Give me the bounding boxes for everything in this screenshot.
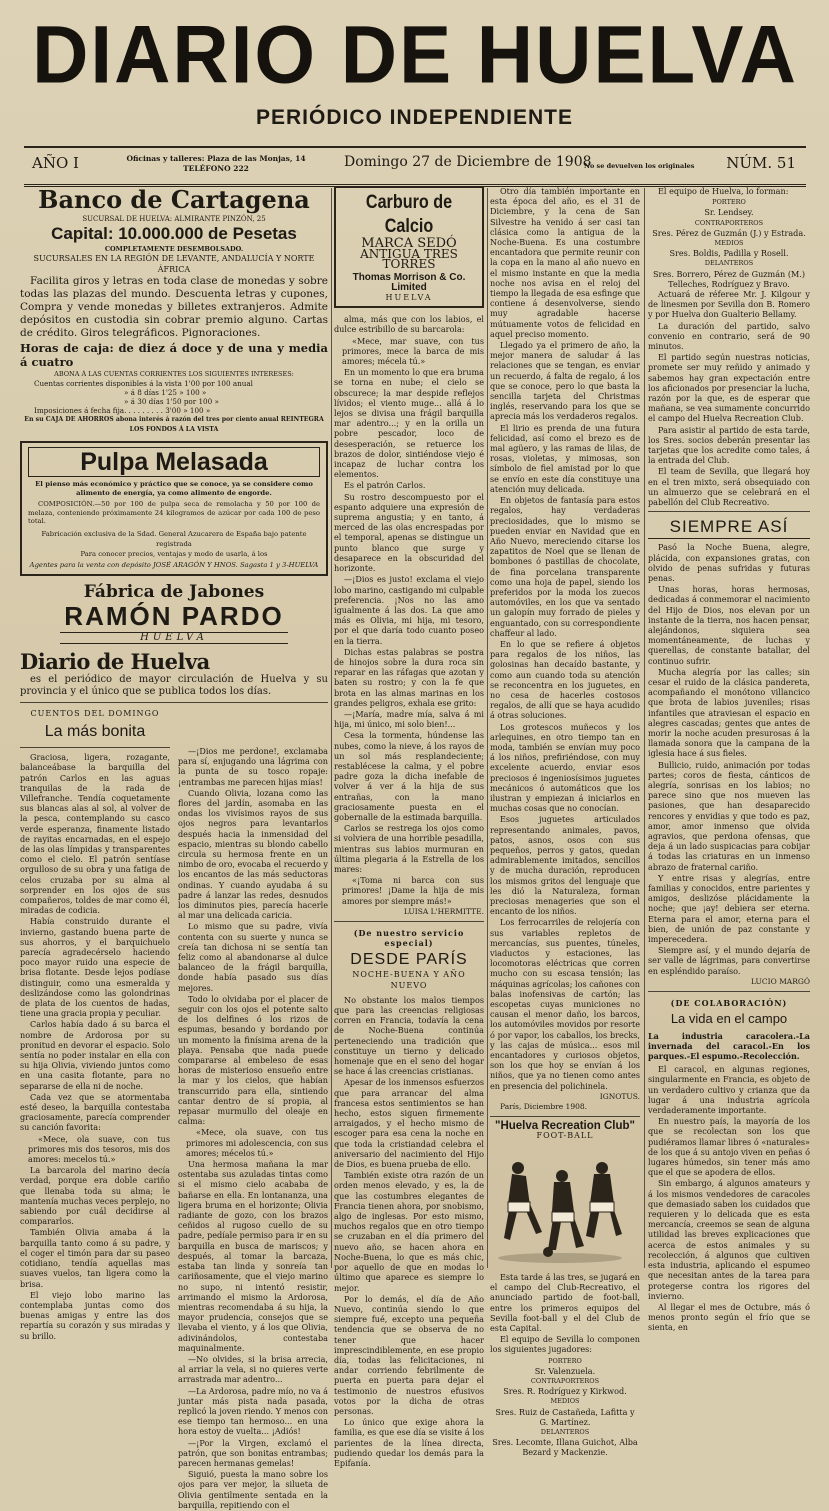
story-paragraph: Cada vez que se atormentaba esté deseo, la barquilla contestaba graciosamente, parecía comprender su canción favorita:	[20, 1091, 170, 1133]
story-paragraph: Una hermosa mañana la mar ostentaba sus azuladas tintas como si el mismo cielo acababa de bañarse en ella. En lontananza, una ligera bruma en el horizonte; Olivia radiante de gozo, con los brazos ceñidos al rugoso cuello de su padre, pedíale permiso para ir en su barquilla en busca de mariscos; y después, al tomar la barcaza, estaba tan linda y sonreía tan cariñosamente, que el viejo marino no supo, ni intentó resistir, arrimando el mismo la Ardorosa, mientras recomendaba á su hija, la mayor prudencia, consejos que se llevaba el viento, y á los que Olivia, adivinándolos, contestaba maquinalmente.	[178, 1159, 328, 1353]
portero-value: Sr. Lendsey.	[704, 207, 754, 218]
article-paragraph: Otro día también importante en esta época del año, es el 31 de Diciembre, y la cena de San Silvestre ha venido á ser casi tan clásica como la antigua de la Noche-Buena. Es una costumbre encantadora que permite reunir con la copa en la mano al año nuevo en el mismo instante en que la media noche nos avisa en el reloj del tiempo la llegada de esa esfinge que contiene á desenvolverse, siendo muy agradable hacerse mútuamente votos de felicidad en aquel preciso momento.	[490, 186, 640, 339]
masthead-title: DIARIO DE HUELVA	[32, 7, 798, 101]
story-paragraph: Había construido durante el invierno, gastando buena parte de sus ahorros, y el barquichuelo parecía agradecérselo haciendo poco mayor ruido una especie de brisa flotante. Desde lejos podíase distinguir, como una esmeralda y deslizándose como las golondrinas de plata de los cuentos de hadas, tiene una gracia propia y peculiar.	[20, 916, 170, 1019]
article-paragraph: Por lo demás, el día de Año Nuevo, continúa siendo lo que siempre fué, excepto una pequeña tendencia que se observa de no tener que hacer imprescindiblemente, en ese propio día, todas las felicitaciones, ni andar corriendo febrilmente de puerta en puerta para dejar el testimonio de nuestros efusivos votos por la dicha de otras personas.	[334, 1293, 484, 1416]
delanteros-value: Sres. Borrero, Pérez de Guzmán (M.) Telleches, Rodríguez y Bravo.	[652, 268, 806, 289]
story-paragraph: También Olivia amaba á la barquilla tanto como á su padre, y el coger el timón para dar su paseo cotidiano, tendía aquellas mas suaves vuelos, tan ligera como la brisa.	[20, 1227, 170, 1289]
pulpa-title: Pulpa Melasada	[28, 447, 320, 477]
story-verse: «Mece, ola suave, con tus primores mi adolescencia, con sus amores; mécelos tú.»	[186, 1127, 328, 1158]
medios-label: MEDIOS	[714, 239, 744, 248]
pulpa-precios: Para conocer precios, ventajas y modo de usarla, á los	[80, 550, 268, 559]
article-paragraph: Para asistir al partido de esta tarde, los Sres. socios deberán presentar las tarjetas que los acredite como tales, á la entrada del Club.	[648, 424, 810, 466]
pulpa-ad	[20, 441, 328, 575]
office-phone: TELÉFONO 222	[183, 164, 249, 173]
story-paragraph: Cesa la tormenta, húndense las nubes, como la nieve, á los rayos de un sol más resplandeciente; restablécese la calma, y el pobre padre goza la dicha inefable de volver á ver á la hija de sus entrañas, con la mano graciosamente puesta en el gobernalle de la estimada barquilla.	[334, 730, 484, 822]
article-paragraph: El partido según nuestras noticias, promete ser muy reñido y animado y sabemos hay gran expectación entre los aficionados por presenciar la lucha, razón por la que, es de esperar que mañana, se vea sumamente concurrido el campo del Huelva Recreation Club.	[648, 352, 810, 424]
story-paragraph: Carlos había dado á su barca el nombre de Ardorosa por su pronitud en devorar el espacio. Solo sentía no poder instalar en ella con su hija Olivia, viviendo juntos como en una casita flotante, para no separarse de ella ni de noche.	[20, 1019, 170, 1091]
carburo-marca: MARCA SEDÓ	[361, 236, 457, 251]
column-1b	[178, 650, 328, 1511]
column-rule	[487, 188, 488, 1268]
article-paragraph: También existe otra razón de un orden menos elevado, y es, la de que las costumbres elegantes de Francia tienen ahora, por snobismo, algo de inglesas. Por esto mismo, muchos regalos que en otro tiempo se cruzaban en el día primero del nuevo año, se hacen ahora en Noche-Buena, lo que es más chic, por aquello de que en modas lo último que aparece es siempre lo mejor.	[334, 1170, 484, 1293]
story-paragraph: —¡María, madre mía, salva á mi hija, mi único, mi solo bien!...	[334, 708, 484, 730]
portero-label: PORTERO	[712, 198, 746, 207]
office-address	[116, 154, 316, 174]
article-paragraph: Pasó la Noche Buena, alegre, plácida, con expansiones gratas, con olvido de penas sufridas y futuras penas.	[648, 542, 810, 583]
medios-label: MEDIOS	[550, 1397, 580, 1406]
story-paragraph: Siguió, puesta la mano sobre los ojos para ver mejor, la silueta de Olivia gentilmente sentada en la barquilla, repitiendo con el	[178, 1469, 328, 1510]
fabrica-name: RAMÓN PARDO	[64, 600, 284, 631]
banco-sucursales: SUCURSALES EN LA REGIÓN DE LEVANTE, ANDALUCÍA Y NORTE ÁFRICA	[33, 254, 315, 274]
carburo-title: Carburo de Calcio	[365, 192, 453, 237]
article-paragraph: Bullicio, ruido, animación por todas partes; coros de fiesta, cánticos de alegría, sonrisas en los labios; no parece sino que nos mueven las pasiones, que han desaparecido rencores y envidias y que todo es paz, amor, amor inmenso que olvida agravios, que perdona ofensas, que deja á un lado suspicacias para cobijar á todas las criaturas en un inmenso abrazo de fraternal cariño.	[648, 759, 810, 872]
article-paragraph: Actuará de réferee Mr. J. Kilgour y de linesmen por Sevilla don B. Romero y por Huelva don Gualterio Bellamy.	[648, 289, 810, 320]
article-paragraph: Esos juguetes articulados representando animales, pavos, patos, asnos, osos con sus pequeños, perros y gatos, quedan admirablemente imitados, sencillos y de mucha duración, reproducen los mismos gritos del lenguaje que les dió la Naturaleza, forman preciosas menageries que son el encanto de los niños.	[490, 814, 640, 917]
delanteros-value: Sres. Lecomte, Illana Guichot, Alba Bezard y Mackenzie.	[492, 1437, 638, 1458]
story-title: La más bonita	[44, 723, 146, 741]
pulpa-composicion: COMPOSICIÓN.—50 por 100 de pulpa seca de remolacha y 50 por 100 de melaza, conteniendo próximamente 24 kilogramos de azúcar por cada 100 de peso total.	[28, 500, 320, 526]
story-paragraph: Todo lo olvidaba por el placer de seguir con los ojos el potente salto de los delfines ó los rizos de espumas, besando y bordando por un momento la finísima arena de la playa. Pensaba que nada puede compararse al embeleso de esas horas de misterioso ensueño entre la mar y los cielos, que habían transcurrido para ella, sintiendo cantar dentro de sí propia, al repasar murmullo del oleaje en calma:	[178, 993, 328, 1127]
article-paragraph: El lirio es prenda de una futura felicidad, así como el brezo es de mal agüero, y las ramas de lilas, de rosas, violetas, y mimosas, son símbolo de fiel amistad por lo que se envío en este día constituye una atención muy delicada.	[490, 422, 640, 494]
story-paragraph: Graciosa, ligera, rozagante, balanceábase la barquilla del patrón Carlos en las aguas tranquilas de la rada de Villefranche. Tendía coquetamente sus blancas alas al sol, al volver de la pesca, contemplando su casco verde esperanza, finamente listado de rayitas encarnadas, en el espejo de las olas límpidas y transparentes como el cielo. El patrón sentíase orgulloso de su obra y una fatiga de celos cruzaba por su alma al sorprender en los ojos de sus compañeros, toldes de mar como él, miradas de codicia.	[20, 752, 170, 916]
delanteros-label: DELANTEROS	[704, 259, 754, 268]
article-paragraph: La duración del partido, salvo convenio en contrario, será de 90 minutos.	[648, 320, 810, 352]
pulpa-sub: El pienso más económico y práctico que se conoce, ya se considere como alimento de energía, ya como alimento de engorde.	[35, 480, 313, 497]
vida-campo-subtitle: La industria caracolera.-La invernada del caracol.-En los parques.-El espumo.-Recolección.	[648, 1031, 810, 1062]
medios-value: Sres. Ruiz de Castañeda, Lafitta y G. Martínez.	[495, 1406, 635, 1427]
colaboracion-label: (DE COLABORACIÓN)	[670, 998, 788, 1009]
carburo-morrison: Thomas Morrison & Co. Limited	[352, 271, 466, 293]
banco-ahorros: En su CAJA DE AHORROS abona interés á razón del tres por ciento anual REINTEGRA LOS FONDOS Á LA VISTA	[24, 416, 324, 434]
article-paragraph: El equipo de Sevilla lo componen los siguientes jugadores:	[490, 1334, 640, 1355]
column-rule	[644, 188, 645, 1268]
story-paragraph: Es el patrón Carlos.	[344, 480, 426, 491]
football-label: FOOT-BALL	[536, 1131, 594, 1141]
article-paragraph: Los ferrocarriles de relojería con sus variables repletos de mercancías, sus puentes, túneles, viaductos y estaciones, las locomotoras eléctricas que corren mucho con su escasa tensión; las máquinas agrícolas; los cañones con balas inofensivas de cartón; las escopetas cuyas municiones no causan el menor daño, los barcos, los automóviles movidos por resorte ó por vapor, los caballos, los brecks, y las cajas de música... esos mil encantadores y curiosos objetos, son los que hoy se envían á los niños, que ya no tienen como antes en presencia del polichinela.	[490, 917, 640, 1091]
fabrica-city: HUELVA	[60, 632, 288, 644]
article-paragraph: En nuestro país, la mayoría de los que se recolectan son los que pudiéramos llamar libres ó «naturales» de los que á su antojo viven en peñas ó lugares húmedos, sin tener más amo que el que se apodera de ellos.	[648, 1116, 810, 1178]
story-paragraph: —¡Dios es justo! exclama el viejo lobo marino, castigando mi culpable preferencia. ¡Nos no las amo igualmente á las dos. La que amo más es Olivia, mi hija, mi tesoro, por el que daría todo cuanto poseo en la tierra.	[334, 574, 484, 646]
banco-title: Banco de Cartagena	[38, 185, 310, 214]
portero-label: PORTERO	[548, 1356, 582, 1365]
article-signature: LUCIO MARGÓ	[750, 976, 810, 986]
contraporteros-label: CONTRAPORTEROS	[530, 1376, 600, 1385]
column-1	[20, 185, 328, 1510]
story-paragraph: Su rostro descompuesto por el espanto adquiere una expresión de suprema angustia; y en tanto, á merced de las olas encrespadas por el temporal, apenas se distingue un punto blanco que surge y desaparece en la obscuridad del horizonte.	[334, 491, 484, 574]
story-paragraph: alma, más que con los labios, el dulce estribillo de su barcarola:	[334, 314, 484, 335]
article-paragraph: Esta tarde á las tres, se jugará en el campo del Club-Recreativo, el anunciado partido de foot-ball, entre los primeros equipos del Sevilla foot-ball y el del Club de esta Capital.	[490, 1271, 640, 1333]
article-paragraph: Mucha alegría por las calles; sin cesar el ruido de la clásica pandereta, acompañando el monótono villancico que brota de labios juveniles; risas infantiles que atraviesan el espacio en alegres cascadas; gentes que antes de morir la noche acuden presurosas á la llamada sonora que la campana de la iglesia hace á sus fieles.	[648, 666, 810, 759]
article-paragraph: Llegado ya el primero de año, la mejor manera de saludar á las relaciones que se tengan, es enviar un recuerdo, á falta de regalo, á los que se conoce, pero lo que basta la sencilla tarjeta del Christmas inglés, reservando para los que se aprecia más los verdaderos regalos.	[490, 340, 640, 422]
banco-sucursal: SUCURSAL DE HUELVA: ALMIRANTE PINZÓN, 25	[82, 215, 266, 223]
portero-value: Sr. Valenzuela.	[534, 1365, 596, 1376]
story-paragraph: Cuando Olivia, lozana como las flores del jardín, asomaba en las ondas los vivísimos rayos de sus ojos negros para levantarlos después hacia la inmensidad del espacio, mientras su blondo cabello circula su hermosa frente en un nimbo de oro, evocaba el recuerdo y los encantos de las más seductoras ondinas. Y cuando ayudaba á su padre á lanzar las redes, desnudos los diminutos pies, parecía hacerle al mar una delicada caricia.	[178, 787, 328, 921]
article-paragraph: Sin embargo, á algunos amateurs y á los mismos vendedores de caracoles que demasiado saben los cuidados que requieren y lo delicada que es esta mercancía, creemos se sean de alguna utilidad las breves explicaciones que acerca de estos animales y su recolección, á algunos que cultiven esta industria, aplicando el espumeo que necesitan antes de la tarea para protegerse contra los rigores del invierno.	[648, 1178, 810, 1301]
desde-paris-subtitle: NOCHE-BUENA Y AÑO NUEVO	[352, 970, 466, 990]
servicio-label: (De nuestro servicio especial)	[353, 928, 465, 949]
article-paragraph: El equipo de Huelva, lo forman:	[658, 186, 789, 196]
story-paragraph: La barcarola del marino decía verdad, porque era doble cariño que llenaba toda su alma; le mantenía muchas veces perplejo, no sabiendo por cuál decidirse al compararlos.	[20, 1165, 170, 1227]
office-address-line: Oficinas y talleres: Plaza de las Monjas, 14	[126, 154, 306, 163]
article-paragraph: Lo único que exige ahora la familia, es que ese día se visite á los parientes de la línea directa, pudiendo quedar los demás para la Epifanía.	[334, 1417, 484, 1468]
article-paragraph: El caracol, en algunas regiones, singularmente en Francia, es objeto de un verdadero cultivo y crianza que da lugar á una industria agrícola verdaderamente importante.	[648, 1064, 810, 1116]
recreation-title: "Huelva Recreation Club"	[495, 1120, 635, 1133]
fabrica-ad	[20, 582, 328, 644]
banco-rate: Imposiciones á fecha fija. . . . . . . . . 3'00 » 100 »	[34, 406, 211, 416]
banco-rate: » á 30 días 1'50 por 100 »	[124, 397, 219, 407]
fabrica-title: Fábrica de Jabones	[83, 581, 265, 602]
article-paragraph: En lo que se refiere á objetos para regalos de los niños, las golosinas han decaído bastante, y como aun cuando toda su atención se reconcentra en los juguetes, en no cesa de hacerles costosos regalos, de allí que se haya acudido á otras soluciones.	[490, 638, 640, 721]
diario-text: es el periódico de mayor circulación de Huelva y su provincia y el único que se publica todos los días.	[20, 673, 328, 697]
story-paragraph: —¡Dios me perdone!, exclamaba para sí, enjugando una lágrima con la punta de su tosco ropaje: ¡entrambas me parecen hijas mías!	[178, 745, 328, 787]
story-paragraph: Dichas estas palabras se postra de hinojos sobre la dura roca sin reparar en las ráfagas que azotan y baten su rostro; y con la fe que brota en las almas marinas en los grandes peligros, exhala ese grito:	[334, 646, 484, 708]
article-signature: IGNOTUS.	[599, 1091, 640, 1101]
article-paragraph: Apesar de los inmensos esfuerzos que para arrancar del alma francesa estos sentimientos se han hecho, estos siguen firmemente arraigados, y el hecho mismo de escoger para esa cena la noche en que toda la cristiandad celebra el aniversario del nacimiento del Hijo de Dios, es buena prueba de ello.	[334, 1077, 484, 1170]
story-paragraph: Lo mismo que su padre, vivía contenta con su suerte y nunca se creía tan dichosa ni se sentía tan feliz como al abandonarse al dulce balanceo de la frágil barquilla, donde había pasado sus días mejores.	[178, 921, 328, 993]
contraporteros-label: CONTRAPORTEROS	[694, 218, 764, 227]
story-verse: «Mece, mar suave, con tus primores, mece la barca de mis amores; mécela tú.»	[342, 335, 484, 367]
pulpa-agentes: Agentes para la venta con depósito JOSÉ ARAGÓN Y HNOS. Sagasta 1 y 3-HUELVA	[29, 560, 319, 569]
pulpa-fabricacion: Fabricación exclusiva de la Sdad. General Azucarera de España bajo patente registrada	[41, 529, 307, 549]
article-paragraph: Los grotescos muñecos y los arlequines, en otro tiempo tan en moda, también se envían muy poco á los niños, prefiriéndose, con muy excelente acuerdo, enviar esos preciosos é ingeniosísimos juguetes mecánicos ó automáticos que los ilustran y empiezan á iniciarlos en muchas cosas que no conocían.	[490, 721, 640, 814]
story-paragraph: —La Ardorosa, padre mío, no va á juntar más pista nada pasada, replicó la joven riendo. Y menos con ese tiempo tan hermoso... en una hora estoy de vuelta... ¡Adiós!	[178, 1385, 328, 1437]
banco-desembolsado: COMPLETAMENTE DESEMBOLSADO.	[104, 245, 244, 254]
article-paragraph: En objetos de fantasía para estos regalos, hay verdaderas preciosidades, que lo mismo se pueden enviar en Navidad que en Año Nuevo, mereciendo citarse los zapatitos de Noel que se llenan de bombones ó pastillas de chocolate, de fina porcelana transparente como una hoja de papel, siendo los preferidos por la moda los zuecos automóviles, en los que va sentado un galopín muy forrado de pieles y enguantado, con su correspondiente chaffeur al lado.	[490, 495, 641, 638]
vida-campo-title: La vida en el campo	[670, 1011, 788, 1027]
delanteros-label: DELANTEROS	[540, 1427, 590, 1436]
desde-paris-title: DESDE PARÍS	[350, 951, 468, 969]
year-label: AÑO I	[32, 154, 79, 172]
story-verse: «¡Toma ni barca con sus primores! ¡Dame la hija de mis amores por siempre más!»	[342, 875, 484, 906]
column-2	[334, 186, 484, 1468]
contraporteros-value: Sres. Pérez de Guzmán (J.) y Estrada.	[652, 227, 806, 238]
article-paragraph: Y entre risas y alegrías, entre familias y conocidos, entre parientes y amigos, deslizóse plácidamente la noche; que ¡ay! debiera ser eterna. Eterna para el amor, eterna para el bien, de unión de paz constante y imperecedera.	[648, 872, 810, 945]
story-paragraph: —¡Por la Virgen, exclamó el patrón, que son bonitas entrambas; parecen hermanas gemelas!	[178, 1437, 328, 1468]
article-paragraph: Unas horas, horas hermosas, dedicadas á conmemorar el nacimiento del Hijo de Dios, nos elevan por un instante de la tierra, nos hacen pensar, alejándonos, siquiera sea momentáneamente, de luchas y querellas, de constante batallar, del continuo sufrir.	[648, 584, 810, 666]
issue-date: Domingo 27 de Diciembre de 1908	[344, 154, 592, 170]
banco-rate: Cuentas corrientes disponibles á la vista 1'00 por 100 anual	[34, 379, 253, 389]
medios-value: Sres. Boldis, Padilla y Rosell.	[669, 248, 789, 259]
carburo-city: HUELVA	[385, 293, 433, 303]
column-rule	[331, 188, 332, 1268]
diario-title: Diario de Huelva	[20, 648, 210, 674]
banco-ad	[20, 186, 328, 435]
column-3	[490, 186, 641, 1458]
originals-notice: No se devuelven los originales	[584, 162, 695, 170]
article-paragraph: Al llegar el mes de Octubre, más ó menos pronto según el frío que se sienta, en	[648, 1301, 810, 1333]
banco-capital: Capital: 10.000.000 de Pesetas	[51, 224, 297, 244]
article-paragraph: No obstante los malos tiempos que para las creencias religiosas corren en Francia, todavía la cena de Noche-Buena continúa perteneciendo una tradición que constituye un tierno y delicado homenaje que en el seno del hogar se hace á las creencias cristianas.	[334, 994, 484, 1077]
story-signature: LUISA L'HERMITTE.	[403, 906, 484, 916]
story-paragraph: En un momento lo que era bruma se torna en nube; el cielo se obscurece; la mar despide reflejos lívidos; el viento muge... allá á lo lejos se divisa una frágil barquilla mar adentro...; y en la orilla un pobre pescador, loco de desesperación, se retuerce los brazos de dolor, sintiéndose viejo é incapaz de luchar contra los elementos.	[334, 367, 484, 480]
story-paragraph: Carlos se restrega los ojos como si volviera de una horrible pesadilla, mientras sus labios murmuran en última plegaria á la Estrella de los mares:	[334, 823, 484, 874]
banco-rates	[20, 379, 328, 415]
issue-number: NÚM. 51	[726, 154, 796, 172]
carburo-antigua: ANTIGUA TRES TORRES	[360, 247, 458, 272]
article-paragraph: El team de Sevilla, que llegará hoy en el tren mixto, será obsequiado con un almuerzo que se celebrará en el pabellón del Club Recreativo.	[648, 466, 810, 508]
football-players-illustration	[490, 1146, 630, 1266]
banco-horas: Horas de caja: de diez á doce y de una y media á cuatro	[20, 340, 328, 369]
banco-rate: » á 8 días 1'25 » 100 »	[124, 388, 207, 398]
banco-intereses: ABONA Á LAS CUENTAS CORRIENTES LOS SIGUIENTES INTERESES:	[54, 369, 294, 378]
story-verse: «Mece, ola suave, con tus primores mis dos tesoros, mis dos amores: mecelos tú.»	[28, 1133, 170, 1165]
siempre-asi-title: SIEMPRE ASÍ	[648, 516, 810, 539]
contraporteros-value: Sres. R. Rodríguez y Kirkwod.	[503, 1386, 627, 1397]
column-4	[648, 186, 810, 1333]
date-bar	[24, 146, 806, 187]
story-paragraph: El viejo lobo marino las contemplaba juntas como dos buenas amigas y entre las dos repartía su corazón y sus miradas y su brillo.	[20, 1289, 170, 1341]
article-dateline: París, Diciembre 1908.	[500, 1102, 588, 1112]
banco-text: Facilita giros y letras en toda clase de monedas y sobre todas las plazas del mundo. Descuenta letras y cupones, Compra y vende monedas y billetes extranjeros. Admite depósitos en custodia sin cobrar premio alguno. Cartas de crédito. Giros telegráficos. Pignoraciones.	[20, 274, 328, 339]
carburo-ad	[334, 186, 484, 308]
article-paragraph: Siempre así, y el mundo dejaría de ser valle de lágrimas, para convertirse en espléndido paraíso.	[648, 945, 810, 976]
cuentos-header: CUENTOS DEL DOMINGO	[30, 708, 160, 718]
story-paragraph: —No olvides, si la brisa arrecia, al arriar la vela, si no quieres verte arrastrada mar adentro...	[178, 1353, 328, 1385]
masthead-subtitle: PERIÓDICO INDEPENDIENTE	[255, 106, 574, 129]
